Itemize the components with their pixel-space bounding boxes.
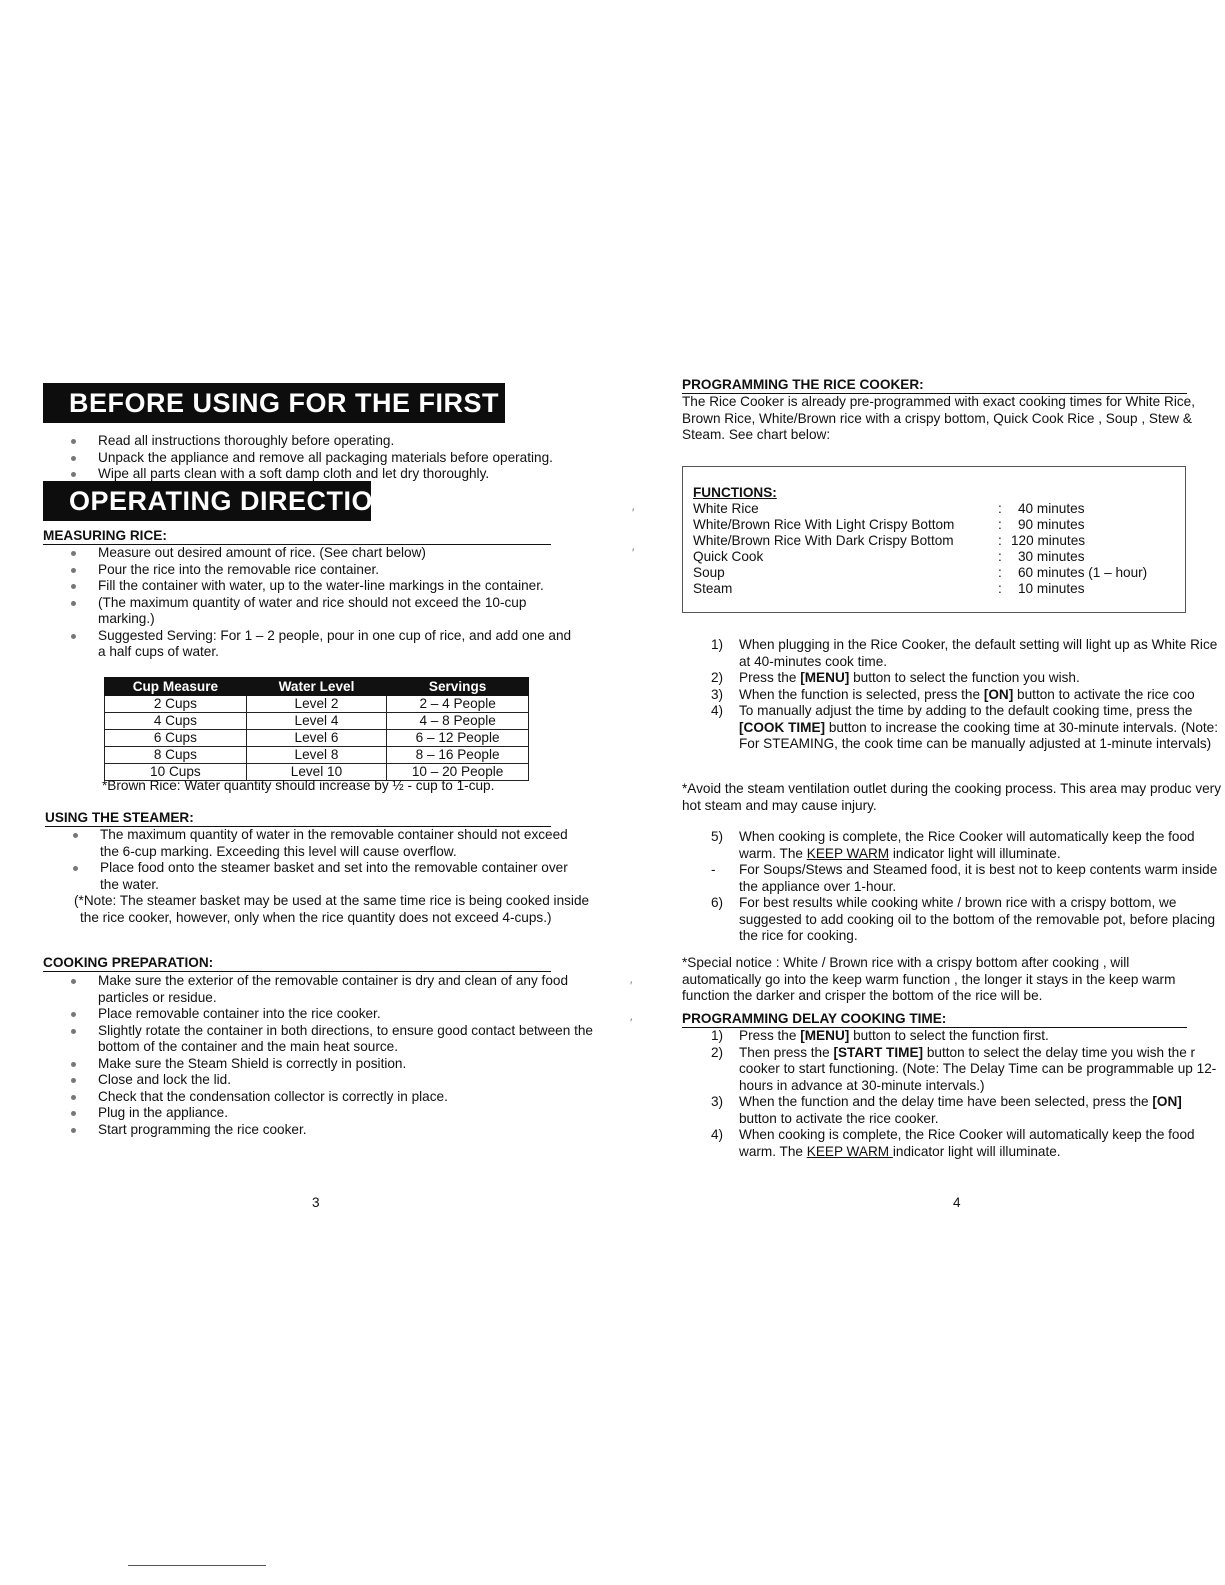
preparation-bullets [40,973,595,1138]
banner-operating-directions: OPERATING DIRECTIONS.... [43,481,371,521]
cook-time-button-label: [COOK TIME] [739,719,826,735]
function-time: 60 minutes (1 – hour) [1018,565,1148,580]
list-item: Plug in the appliance. [40,1105,595,1122]
column-header: Cup Measure [105,678,247,696]
function-row [693,501,1183,518]
function-time: 30 minutes [1018,549,1085,564]
functions-box [682,466,1186,613]
step-number: 1) [711,1028,724,1043]
step-number: 3) [711,1094,724,1109]
list-item: Place food onto the steamer basket and set into the removable container over the water. [42,860,590,893]
function-time: 40 minutes [1018,501,1085,516]
scan-speck: ′ [630,1016,633,1030]
delay-steps [682,1028,1222,1160]
on-button-label: [ON] [1152,1094,1182,1109]
step-text: indicator light will illuminate. [892,1143,1061,1159]
list-item [682,687,1222,704]
function-row [693,517,1183,534]
table-cell: 2 Cups [105,696,247,713]
list-item: Wipe all parts clean with a soft damp cloth and let dry thoroughly. [40,466,595,483]
page-number: 4 [953,1195,961,1210]
step-text: button to activate the rice cooker. [739,1110,939,1126]
step-number: 4) [711,703,724,718]
list-item [682,895,1222,945]
list-item [682,703,1222,753]
table-row [105,730,529,747]
brown-rice-note: *Brown Rice: Water quantity should increase by ½ - cup to 1-cup. [102,778,495,793]
step-number: 2) [711,670,724,685]
keep-warm-label: KEEP WARM [806,845,890,861]
function-name: Soup [693,565,725,580]
table-cell: 10 – 20 People [387,764,529,781]
table-cell: 2 – 4 People [387,696,529,713]
table-header-row [105,678,529,696]
step-number: 2) [711,1044,724,1060]
function-row [693,549,1183,566]
steamer-bullets [42,827,595,893]
list-item [682,637,1222,670]
scan-edge-line [128,1565,266,1566]
using-steamer-heading: USING THE STEAMER: [45,810,551,827]
rice-measure-table [104,677,529,781]
table-cell: 4 Cups [105,713,247,730]
function-separator: : [998,549,1002,564]
function-name: White/Brown Rice With Light Crispy Bottom [693,517,955,532]
step-text: When plugging in the Rice Cooker, the default setting will light up as White Rice at 40-minutes cook time. [739,637,1218,669]
table-row [105,747,529,764]
step-text: button to select the function first. [849,1028,1049,1043]
step-text: button to activate the rice coo [1013,686,1195,702]
step-text: button to select the function you wish. [849,670,1080,685]
measuring-bullets [40,545,595,661]
first-time-bullets [40,433,595,483]
function-separator: : [998,565,1002,580]
menu-button-label: [MENU] [800,670,850,685]
list-item [682,1127,1222,1160]
functions-title: FUNCTIONS: [693,485,777,500]
cooking-preparation-heading: COOKING PREPARATION: [43,955,551,972]
list-item: Place removable container into the rice cooker. [40,1006,595,1023]
table-cell: 10 Cups [105,764,247,781]
programming-heading: PROGRAMMING THE RICE COOKER: [682,377,1187,394]
step-text: For best results while cooking white / brown rice with a crispy bottom, we suggested to add cooking oil to the bottom of the removable pot, before placing the rice for cooking. [739,895,1216,943]
delay-cooking-heading: PROGRAMMING DELAY COOKING TIME: [682,1011,1187,1028]
step-text: Press the [739,1028,801,1043]
function-name: White Rice [693,501,759,516]
banner-before-first-use: BEFORE USING FOR THE FIRST TIME.... [43,383,505,423]
step-text: button to select the delay time you wish the r cooker to start functioning. (Note: The Delay Time can be programmable up 12-hours in advance at 30-minute intervals.) [739,1044,1217,1093]
right-page [682,0,1225,1585]
step-text: Press the [739,670,801,685]
list-item [682,862,1222,895]
list-item: Make sure the Steam Shield is correctly in position. [40,1056,595,1073]
programming-steps [682,637,1222,753]
function-row [693,533,1183,550]
function-name: White/Brown Rice With Dark Crispy Bottom [693,533,954,548]
table-cell: 6 Cups [105,730,247,747]
list-item: Check that the condensation collector is correctly in place. [40,1089,595,1106]
list-item [682,670,1222,687]
function-time: 10 minutes [1018,581,1085,596]
list-item: Slightly rotate the container in both directions, to ensure good contact between the bottom of the container and the main heat source. [40,1023,598,1056]
on-button-label: [ON] [983,686,1014,702]
table-cell: Level 6 [246,730,386,747]
special-notice: *Special notice : White / Brown rice with a crispy bottom after cooking , will automatically go into the keep warm function , the longer it stays in the keep warm function the darker and crisper the bottom of the rice will be. [682,955,1176,1003]
table-cell: Level 2 [246,696,386,713]
list-item: Start programming the rice cooker. [40,1122,595,1139]
step-text: When cooking is complete, the Rice Cooker will automatically keep the food warm. The [739,829,1195,861]
scan-speck: ′ [632,506,635,520]
function-name: Steam [693,581,733,596]
table-cell: 6 – 12 People [387,730,529,747]
step-text: When cooking is complete, the Rice Cooker will automatically keep the food warm. The [739,1127,1195,1159]
step-number: 4) [711,1127,724,1142]
step-number: 3) [711,686,724,702]
keep-warm-label: KEEP WARM [806,1143,893,1159]
step-number: 5) [711,829,724,844]
table-cell: 8 – 16 People [387,747,529,764]
step-text: To manually adjust the time by adding to the default cooking time, press the [739,703,1193,718]
step-number: 6) [711,895,724,910]
start-time-button-label: [START TIME] [833,1044,924,1060]
list-item [682,829,1222,862]
table-cell: Level 4 [246,713,386,730]
function-separator: : [998,533,1002,548]
scan-speck: ′ [630,979,633,993]
table-row [105,713,529,730]
step-text: button to increase the cooking time at 30-minute intervals. (Note: For STEAMING, the cook time can be manually adjusted at 1-minute intervals) [739,719,1219,751]
list-item: Measure out desired amount of rice. (See chart below) [40,545,595,562]
table-row [105,696,529,713]
function-time: 120 minutes [1011,533,1086,548]
list-item: Suggested Serving: For 1 – 2 people, pour in one cup of rice, and add one and a half cups of water. [40,628,576,661]
measuring-rice-heading: MEASURING RICE: [43,528,551,545]
step-text: When the function and the delay time have been selected, press the [739,1094,1153,1109]
function-row [693,565,1183,582]
steamer-note: (*Note: The steamer basket may be used at the same time rice is being cooked inside the rice cooker, however, only when the rice quantity does not exceed 4-cups.) [74,893,590,925]
step-number: - [711,862,716,877]
list-item [682,1045,1222,1095]
function-time: 90 minutes [1018,517,1085,532]
keep-warm-steps [682,829,1222,945]
step-number: 1) [711,637,724,652]
function-separator: : [998,501,1002,516]
step-text: For Soups/Stews and Steamed food, it is best not to keep contents warm inside the appliance over 1-hour. [739,862,1218,894]
function-separator: : [998,581,1002,596]
list-item: Unpack the appliance and remove all packaging materials before operating. [40,450,595,467]
scan-speck: ′ [632,546,635,560]
step-text: Then press the [739,1044,834,1060]
step-text: indicator light will illuminate. [889,845,1061,861]
function-separator: : [998,517,1002,532]
table-cell: 4 – 8 People [387,713,529,730]
list-item: Make sure the exterior of the removable container is dry and clean of any food particles or residue. [40,973,598,1006]
list-item: Fill the container with water, up to the water-line markings in the container. [40,578,595,595]
list-item: Read all instructions thoroughly before operating. [40,433,595,450]
programming-intro: The Rice Cooker is already pre-programmed with exact cooking times for White Rice, Brown Rice, White/Brown rice with a crispy bottom, Quick Cook Rice , Soup , Stew & Steam. See chart below: [682,394,1195,442]
table-cell: 8 Cups [105,747,247,764]
table-cell: Level 10 [246,764,386,781]
function-name: Quick Cook [693,549,764,564]
menu-button-label: [MENU] [800,1028,850,1043]
column-header: Water Level [246,678,386,696]
page-number: 3 [312,1195,320,1210]
column-header: Servings [387,678,529,696]
list-item: Pour the rice into the removable rice container. [40,562,595,579]
list-item [682,1094,1222,1127]
list-item: (The maximum quantity of water and rice should not exceed the 10-cup marking.) [40,595,558,628]
list-item: The maximum quantity of water in the removable container should not exceed the 6-cup marking. Exceeding this level will cause overflow. [42,827,590,860]
table-cell: Level 8 [246,747,386,764]
step-text: When the function is selected, press the [739,686,984,702]
list-item: Close and lock the lid. [40,1072,595,1089]
list-item [682,1028,1222,1045]
avoid-steam-note: *Avoid the steam ventilation outlet during the cooking process. This area may produc very hot steam and may cause injury. [682,781,1222,813]
function-row [693,581,1183,598]
